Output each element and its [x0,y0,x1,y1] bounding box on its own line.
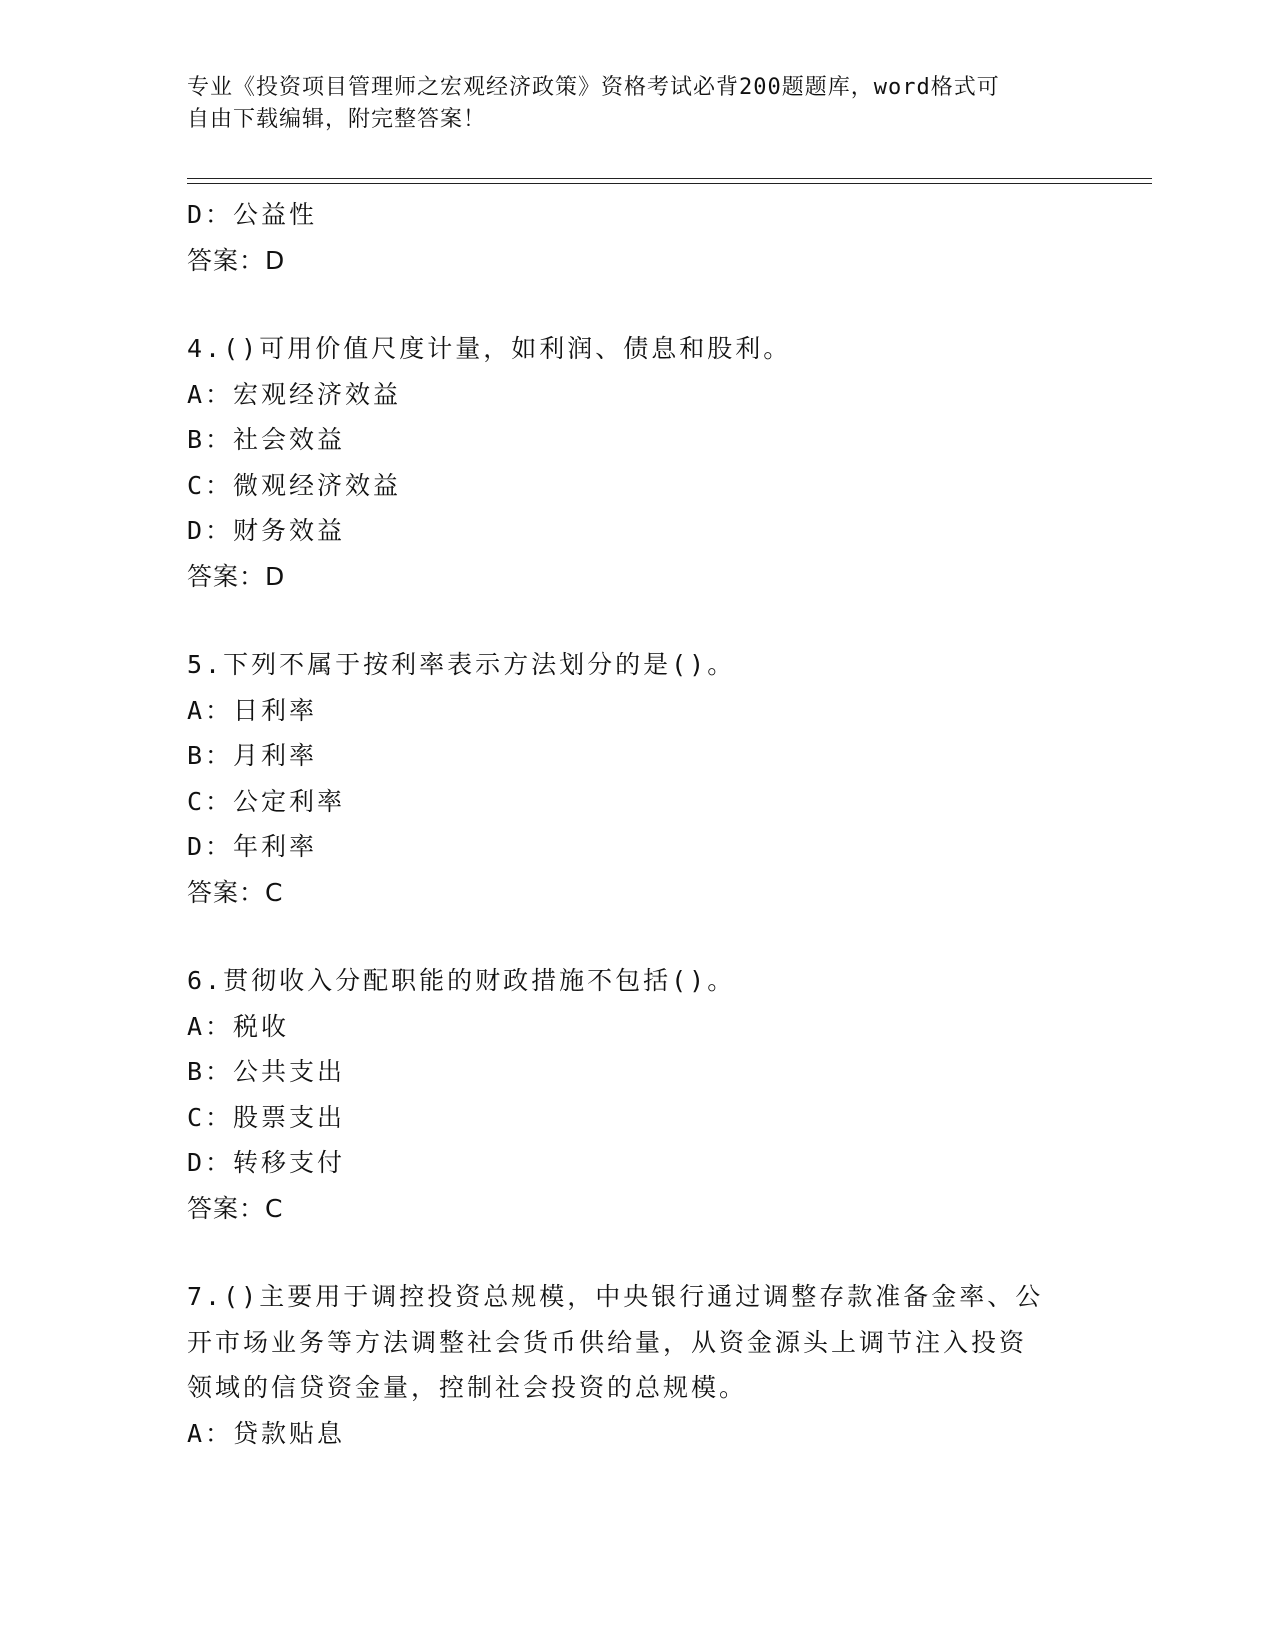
option-d: D：年利率 [187,832,318,861]
option-c: C：微观经济效益 [187,470,402,500]
answer-line: 答案：D [187,561,286,591]
option-b: B：社会效益 [187,425,346,454]
question-stem: 6.贯彻收入分配职能的财政措施不包括()。 [187,966,736,995]
option-a: A：税收 [187,1011,290,1041]
question-6 [187,958,1087,1231]
page-header [187,72,1067,136]
option-d: D：财务效益 [187,516,346,545]
question-4 [187,326,1087,599]
question-stem: 4.()可用价值尺度计量，如利润、债息和股利。 [187,334,792,363]
answer-line: 答案：D [187,245,286,275]
question-7 [187,1274,1087,1456]
option-d: D：公益性 [187,200,318,229]
header-divider-top [187,178,1152,179]
question-stem: 5.下列不属于按利率表示方法划分的是()。 [187,650,736,679]
option-a: A：贷款贴息 [187,1418,346,1448]
question-list [187,192,1087,1456]
question-stem-line-1: 7.()主要用于调控投资总规模，中央银行通过调整存款准备金率、公 [187,1282,1044,1311]
header-divider-bottom [187,183,1152,184]
option-a: A：宏观经济效益 [187,379,402,409]
option-c: C：公定利率 [187,786,346,816]
question-5 [187,642,1087,915]
header-title-line-2: 自由下载编辑，附完整答案！ [187,107,487,132]
option-b: B：公共支出 [187,1057,346,1086]
answer-line: 答案：C [187,1193,284,1223]
header-title-line-1: 专业《投资项目管理师之宏观经济政策》资格考试必背200题题库，word格式可 [187,75,1000,100]
question-stem-line-2: 开市场业务等方法调整社会货币供给量，从资金源头上调节注入投资 [187,1327,1028,1357]
question-stem-line-3: 领域的信贷资金量，控制社会投资的总规模。 [187,1373,748,1402]
option-a: A：日利率 [187,695,318,725]
option-c: C：股票支出 [187,1102,346,1132]
option-b: B：月利率 [187,741,318,770]
option-d: D：转移支付 [187,1148,346,1177]
answer-line: 答案：C [187,877,284,907]
question-3-tail [187,192,1087,283]
